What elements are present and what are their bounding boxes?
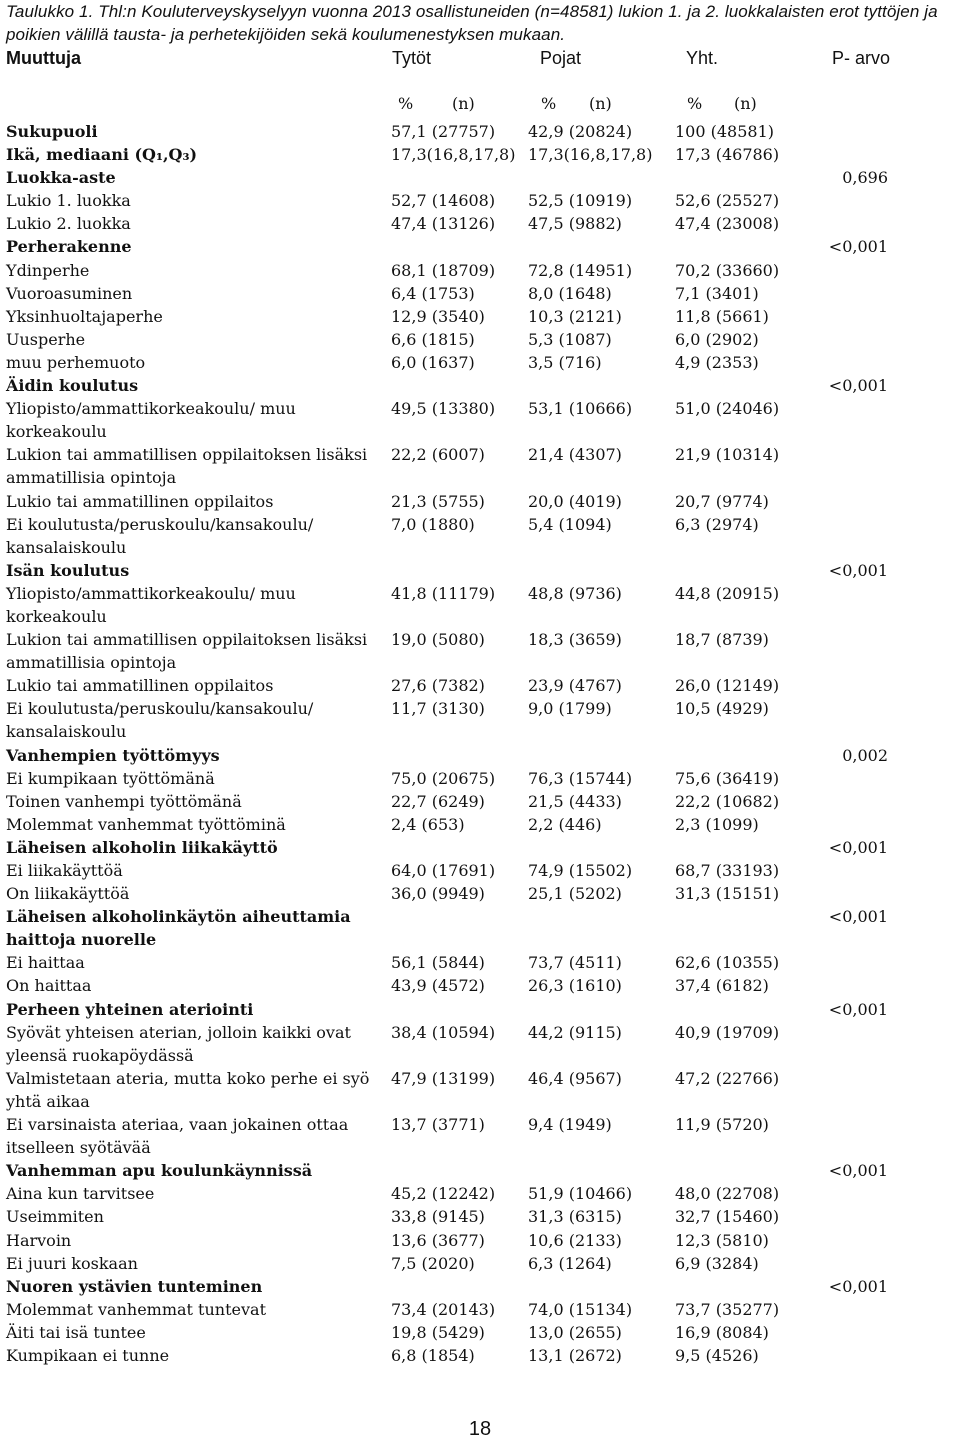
- cell-total: 47,2 (22766): [675, 1068, 780, 1088]
- row-label: Lukio tai ammatillinen oppilaitos: [6, 676, 274, 696]
- row-label: Yliopisto/ammattikorkeakoulu/ muu korkeakoulu: [6, 583, 296, 626]
- cell-p-value: <0,001: [828, 999, 888, 1019]
- table-caption: Taulukko 1. Thl:n Kouluterveyskyselyyn vuonna 2013 osallistuneiden (n=48581) lukion 1. ja 2. luokkalaisten erot tyttöjen ja poikien välillä tausta- ja perhetekijöiden sekä koulumenestyksen mukaan.: [6, 2, 938, 44]
- cell-girls: 73,4 (20143): [391, 1299, 496, 1319]
- cell-p-value: <0,001: [828, 376, 888, 396]
- row-label: Lukio 1. luokka: [6, 191, 131, 211]
- table-row: [0, 628, 960, 674]
- row-label: Ei koulutusta/peruskoulu/kansakoulu/ kansalaiskoulu: [6, 699, 314, 742]
- row-label: Lukion tai ammatillisen oppilaitoksen lisäksi ammatillisia opintoja: [6, 445, 368, 488]
- table-row: [0, 397, 960, 443]
- cell-boys: 51,9 (10466): [528, 1184, 633, 1204]
- table-row: [0, 1298, 960, 1321]
- cell-total: 40,9 (19709): [675, 1022, 780, 1042]
- header-total: Yht.: [686, 48, 719, 68]
- cell-girls: 47,4 (13126): [391, 214, 496, 234]
- cell-boys: 9,4 (1949): [528, 1115, 612, 1135]
- cell-boys: 8,0 (1648): [528, 283, 612, 303]
- table-row: [0, 674, 960, 697]
- table-row: [0, 490, 960, 513]
- cell-girls: 2,4 (653): [391, 814, 465, 834]
- row-label: On liikakäyttöä: [6, 884, 130, 904]
- cell-total: 11,8 (5661): [675, 306, 769, 326]
- table-row: [0, 767, 960, 790]
- cell-p-value: <0,001: [828, 1276, 888, 1296]
- section-label: Nuoren ystävien tunteminen: [6, 1276, 263, 1296]
- cell-boys: 17,3(16,8,17,8): [528, 145, 653, 165]
- cell-girls: 22,2 (6007): [391, 445, 485, 465]
- cell-boys: 47,5 (9882): [528, 214, 622, 234]
- cell-boys: 13,1 (2672): [528, 1345, 622, 1365]
- table-section-row: [0, 143, 960, 166]
- cell-total: 31,3 (15151): [675, 884, 780, 904]
- cell-total: 7,1 (3401): [675, 283, 759, 303]
- cell-total: 73,7 (35277): [675, 1299, 780, 1319]
- table-row: [0, 1182, 960, 1205]
- cell-total: 100 (48581): [675, 122, 775, 141]
- cell-boys: 5,4 (1094): [528, 514, 612, 534]
- cell-girls: 49,5 (13380): [391, 399, 496, 419]
- cell-total: 12,3 (5810): [675, 1230, 769, 1250]
- cell-girls: 21,3 (5755): [391, 491, 485, 511]
- table-body: [0, 120, 960, 1367]
- cell-girls: 33,8 (9145): [391, 1207, 485, 1227]
- table-row: [0, 1067, 960, 1113]
- cell-boys: 31,3 (6315): [528, 1207, 622, 1227]
- row-label: Lukio 2. luokka: [6, 214, 131, 234]
- subheader-boys-percent: %: [541, 94, 557, 113]
- cell-p-value: <0,001: [828, 837, 888, 857]
- cell-total: 32,7 (15460): [675, 1207, 780, 1227]
- section-label: Vanhempien työttömyys: [6, 745, 220, 765]
- cell-girls: 11,7 (3130): [391, 699, 485, 719]
- cell-boys: 23,9 (4767): [528, 676, 622, 696]
- row-label: Lukio tai ammatillinen oppilaitos: [6, 491, 274, 511]
- table-row: [0, 1344, 960, 1367]
- row-label: Yliopisto/ammattikorkeakoulu/ muu korkeakoulu: [6, 399, 296, 442]
- subheader-girls-percent: %: [398, 94, 414, 113]
- table-row: [0, 189, 960, 212]
- cell-girls: 7,5 (2020): [391, 1253, 475, 1273]
- row-label: Ydinperhe: [6, 260, 90, 280]
- table-row: [0, 951, 960, 974]
- cell-total: 26,0 (12149): [675, 676, 780, 696]
- cell-p-value: <0,001: [828, 237, 888, 257]
- cell-boys: 21,5 (4433): [528, 791, 622, 811]
- table-row: [0, 1021, 960, 1067]
- table-section-row: [0, 998, 960, 1021]
- cell-boys: 53,1 (10666): [528, 399, 633, 419]
- cell-girls: 47,9 (13199): [391, 1068, 496, 1088]
- table-section-row: [0, 166, 960, 189]
- cell-total: 51,0 (24046): [675, 399, 780, 419]
- table-row: [0, 328, 960, 351]
- cell-girls: 27,6 (7382): [391, 676, 485, 696]
- table-row: [0, 443, 960, 489]
- cell-total: 17,3 (46786): [675, 145, 780, 165]
- cell-boys: 76,3 (15744): [528, 768, 633, 788]
- cell-boys: 18,3 (3659): [528, 630, 622, 650]
- table-row: [0, 259, 960, 282]
- cell-boys: 20,0 (4019): [528, 491, 622, 511]
- cell-boys: 10,3 (2121): [528, 306, 622, 326]
- table-row: [0, 1205, 960, 1228]
- row-label: Toinen vanhempi työttömänä: [6, 791, 242, 811]
- row-label: Molemmat vanhemmat työttöminä: [6, 814, 286, 834]
- cell-girls: 36,0 (9949): [391, 884, 485, 904]
- table-section-row: [0, 559, 960, 582]
- cell-girls: 6,0 (1637): [391, 352, 475, 372]
- row-label: Syövät yhteisen aterian, jolloin kaikki ovat yleensä ruokapöydässä: [6, 1022, 351, 1065]
- cell-girls: 52,7 (14608): [391, 191, 496, 211]
- cell-girls: 22,7 (6249): [391, 791, 485, 811]
- cell-girls: 19,8 (5429): [391, 1322, 485, 1342]
- cell-girls: 38,4 (10594): [391, 1022, 496, 1042]
- cell-total: 4,9 (2353): [675, 352, 759, 372]
- table-section-row: [0, 120, 960, 143]
- row-label: Ei haittaa: [6, 953, 85, 973]
- header-variable: Muuttuja: [6, 48, 81, 68]
- table-section-row: [0, 1275, 960, 1298]
- cell-girls: 6,4 (1753): [391, 283, 475, 303]
- cell-girls: 17,3(16,8,17,8): [391, 145, 516, 165]
- cell-total: 44,8 (20915): [675, 583, 780, 603]
- section-label: Äidin koulutus: [6, 376, 139, 396]
- table-row: [0, 882, 960, 905]
- cell-boys: 72,8 (14951): [528, 260, 633, 280]
- cell-boys: 74,0 (15134): [528, 1299, 633, 1319]
- row-label: Useimmiten: [6, 1207, 104, 1227]
- page-number: 18: [468, 1418, 492, 1440]
- cell-boys: 6,3 (1264): [528, 1253, 612, 1273]
- cell-girls: 64,0 (17691): [391, 861, 496, 880]
- cell-p-value: <0,001: [828, 560, 888, 580]
- table-row: [0, 282, 960, 305]
- cell-boys: 5,3 (1087): [528, 329, 612, 349]
- cell-girls: 68,1 (18709): [391, 260, 496, 280]
- cell-girls: 75,0 (20675): [391, 768, 496, 788]
- row-label: Aina kun tarvitsee: [6, 1184, 155, 1204]
- row-label: Äiti tai isä tuntee: [6, 1322, 146, 1342]
- header-boys: Pojat: [540, 48, 582, 68]
- row-label: Ei koulutusta/peruskoulu/kansakoulu/ kansalaiskoulu: [6, 514, 314, 557]
- row-label: On haittaa: [6, 976, 92, 996]
- section-label: Läheisen alkoholin liikakäyttö: [6, 837, 278, 857]
- section-label: Isän koulutus: [6, 560, 130, 580]
- row-label: Vuoroasuminen: [6, 283, 133, 303]
- table-header-row: [0, 48, 960, 72]
- table-section-row: [0, 744, 960, 767]
- cell-boys: 21,4 (4307): [528, 445, 622, 465]
- cell-girls: 43,9 (4572): [391, 976, 485, 996]
- cell-girls: 19,0 (5080): [391, 630, 485, 650]
- cell-boys: 52,5 (10919): [528, 191, 633, 211]
- section-label: Läheisen alkoholinkäytön aiheuttamia haittoja nuorelle: [6, 907, 351, 950]
- cell-girls: 12,9 (3540): [391, 306, 485, 326]
- cell-boys: 46,4 (9567): [528, 1068, 622, 1088]
- row-label: Uusperhe: [6, 329, 86, 349]
- table-row: [0, 1321, 960, 1344]
- cell-girls: 57,1 (27757): [391, 122, 496, 141]
- cell-total: 10,5 (4929): [675, 699, 769, 719]
- cell-total: 70,2 (33660): [675, 260, 780, 280]
- cell-girls: 13,7 (3771): [391, 1115, 485, 1135]
- subheader-boys-n: (n): [589, 94, 612, 113]
- cell-total: 18,7 (8739): [675, 630, 769, 650]
- subheader-total-n: (n): [734, 94, 757, 113]
- row-label: Molemmat vanhemmat tuntevat: [6, 1299, 266, 1319]
- table-row: [0, 513, 960, 559]
- cell-boys: 42,9 (20824): [528, 122, 633, 141]
- cell-girls: 6,6 (1815): [391, 329, 475, 349]
- table-row: [0, 351, 960, 374]
- row-label: Ei liikakäyttöä: [6, 861, 123, 880]
- cell-p-value: <0,001: [828, 907, 888, 927]
- cell-girls: 13,6 (3677): [391, 1230, 485, 1250]
- cell-total: 9,5 (4526): [675, 1345, 759, 1365]
- cell-total: 47,4 (23008): [675, 214, 780, 234]
- table-section-row: [0, 1159, 960, 1182]
- subheader-girls-n: (n): [452, 94, 475, 113]
- cell-total: 6,0 (2902): [675, 329, 759, 349]
- section-label: Ikä, mediaani (Q₁,Q₃): [6, 145, 198, 165]
- row-label: Ei varsinaista ateriaa, vaan jokainen ottaa itselleen syötävää: [6, 1115, 349, 1158]
- cell-total: 37,4 (6182): [675, 976, 769, 996]
- cell-boys: 73,7 (4511): [528, 953, 622, 973]
- table-section-row: [0, 235, 960, 258]
- section-label: Perheen yhteinen ateriointi: [6, 999, 254, 1019]
- row-label: Yksinhuoltajaperhe: [6, 306, 163, 326]
- cell-total: 16,9 (8084): [675, 1322, 769, 1342]
- cell-boys: 3,5 (716): [528, 352, 602, 372]
- cell-boys: 74,9 (15502): [528, 861, 633, 880]
- cell-total: 11,9 (5720): [675, 1115, 769, 1135]
- table-row: [0, 582, 960, 628]
- table-section-row: [0, 374, 960, 397]
- section-label: Vanhemman apu koulunkäynnissä: [6, 1161, 313, 1181]
- row-label: muu perhemuoto: [6, 352, 146, 372]
- cell-boys: 44,2 (9115): [528, 1022, 622, 1042]
- table-row: [0, 790, 960, 813]
- cell-total: 75,6 (36419): [675, 768, 780, 788]
- table-section-row: [0, 905, 960, 951]
- section-label: Sukupuoli: [6, 122, 98, 141]
- cell-boys: 10,6 (2133): [528, 1230, 622, 1250]
- cell-p-value: 0,696: [842, 168, 888, 188]
- table-row: [0, 1229, 960, 1252]
- cell-total: 52,6 (25527): [675, 191, 780, 211]
- row-label: Ei kumpikaan työttömänä: [6, 768, 215, 788]
- header-p-value: P- arvo: [832, 48, 891, 68]
- table-subheader-row: [0, 94, 960, 118]
- row-label: Lukion tai ammatillisen oppilaitoksen lisäksi ammatillisia opintoja: [6, 630, 368, 673]
- cell-total: 2,3 (1099): [675, 814, 759, 834]
- cell-boys: 13,0 (2655): [528, 1322, 622, 1342]
- cell-total: 6,9 (3284): [675, 1253, 759, 1273]
- cell-total: 21,9 (10314): [675, 445, 780, 465]
- cell-p-value: <0,001: [828, 1161, 888, 1181]
- table-row: [0, 212, 960, 235]
- cell-boys: 9,0 (1799): [528, 699, 612, 719]
- cell-total: 20,7 (9774): [675, 491, 769, 511]
- table-row: [0, 859, 960, 882]
- cell-total: 48,0 (22708): [675, 1184, 780, 1204]
- cell-girls: 41,8 (11179): [391, 583, 496, 603]
- table-row: [0, 305, 960, 328]
- cell-girls: 56,1 (5844): [391, 953, 485, 973]
- cell-total: 22,2 (10682): [675, 791, 780, 811]
- row-label: Ei juuri koskaan: [6, 1253, 138, 1273]
- subheader-total-percent: %: [687, 94, 703, 113]
- cell-boys: 48,8 (9736): [528, 583, 622, 603]
- cell-girls: 45,2 (12242): [391, 1184, 496, 1204]
- section-label: Perherakenne: [6, 237, 132, 257]
- cell-girls: 7,0 (1880): [391, 514, 475, 534]
- header-girls: Tytöt: [392, 48, 432, 68]
- row-label: Valmistetaan ateria, mutta koko perhe ei syö yhtä aikaa: [6, 1068, 370, 1111]
- cell-boys: 2,2 (446): [528, 814, 602, 834]
- cell-girls: 6,8 (1854): [391, 1345, 475, 1365]
- cell-p-value: 0,002: [842, 745, 888, 765]
- cell-total: 62,6 (10355): [675, 953, 780, 973]
- table-row: [0, 974, 960, 997]
- table-row: [0, 697, 960, 743]
- table-row: [0, 1113, 960, 1159]
- cell-boys: 26,3 (1610): [528, 976, 622, 996]
- section-label: Luokka-aste: [6, 168, 116, 188]
- table-row: [0, 1252, 960, 1275]
- row-label: Kumpikaan ei tunne: [6, 1345, 170, 1365]
- cell-total: 68,7 (33193): [675, 861, 780, 880]
- cell-boys: 25,1 (5202): [528, 884, 622, 904]
- table-section-row: [0, 836, 960, 859]
- cell-total: 6,3 (2974): [675, 514, 759, 534]
- table-row: [0, 813, 960, 836]
- row-label: Harvoin: [6, 1230, 72, 1250]
